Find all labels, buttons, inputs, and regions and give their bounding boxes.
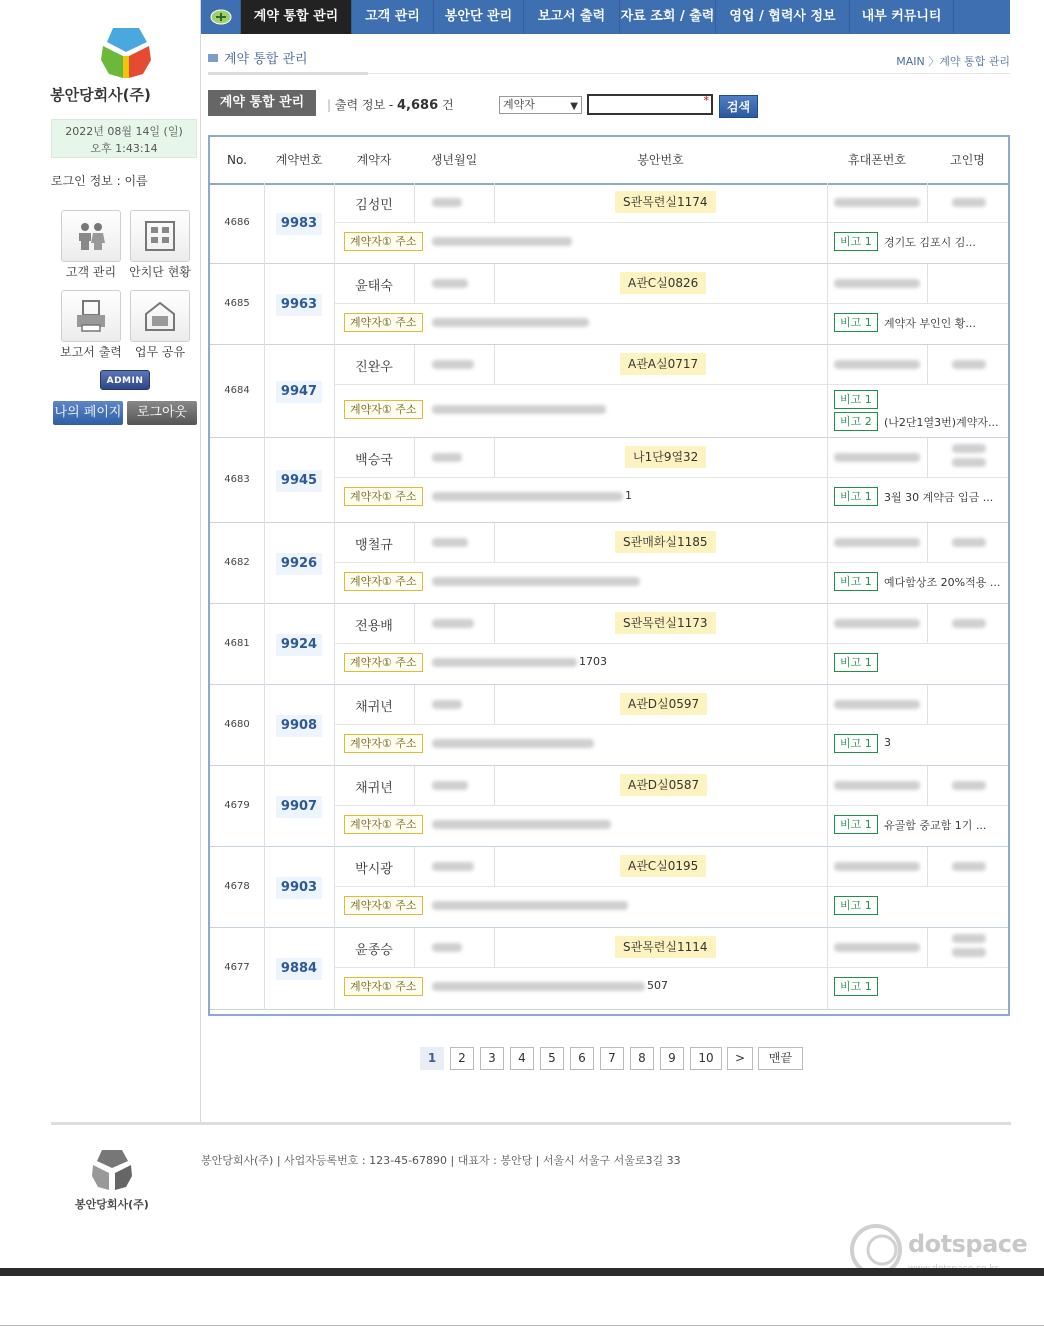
deceased-name-blurred: [952, 934, 986, 943]
col-divider: [414, 183, 415, 222]
page-button[interactable]: 3: [480, 1047, 504, 1070]
remark-text: 유골함 중교함 1기 ...: [884, 819, 987, 832]
table-row[interactable]: [210, 685, 1008, 766]
watermark-brand: dotspace: [908, 1230, 1028, 1258]
deceased-name-blurred: [952, 458, 986, 467]
col-divider: [827, 766, 828, 805]
row-inner-divider: [334, 724, 1008, 725]
row-no: 4679: [224, 799, 250, 811]
last-page-button[interactable]: 맨끝: [758, 1047, 803, 1070]
contract-number-link[interactable]: 9908: [276, 715, 322, 737]
header-bongan-no: 봉안번호: [637, 153, 684, 167]
address-tag: 계약자① 주소: [344, 896, 423, 915]
contractor-name[interactable]: 진완우: [355, 360, 393, 375]
address-blurred: [432, 237, 572, 246]
col-divider: [494, 604, 495, 643]
contractor-name[interactable]: 채귀년: [355, 781, 393, 796]
col-divider: [927, 685, 928, 724]
customer-icon: [73, 218, 109, 254]
deceased-name-blurred: [952, 781, 986, 790]
search-field-select[interactable]: [499, 96, 582, 114]
footer-company-name: 봉안당회사(주): [75, 1198, 149, 1211]
col-divider: [414, 847, 415, 886]
col-divider: [827, 928, 828, 967]
col-divider: [827, 384, 828, 438]
contract-number-link[interactable]: 9924: [276, 634, 322, 656]
col-divider: [927, 438, 928, 477]
remark-text: 예다함상조 20%적용 ...: [884, 576, 1001, 589]
share-home-icon: [142, 298, 178, 334]
page-button[interactable]: 7: [600, 1047, 624, 1070]
address-tag: 계약자① 주소: [344, 313, 423, 332]
row-no: 4680: [224, 718, 250, 730]
header-birthdate: 생년월일: [430, 153, 478, 167]
deceased-name-blurred: [952, 862, 986, 871]
row-inner-divider: [334, 967, 1008, 968]
title-bullet-icon: [208, 54, 218, 62]
bongan-number[interactable]: A관A실0717: [620, 353, 706, 375]
col-divider: [264, 345, 265, 438]
remark-badge[interactable]: 비고 1: [834, 977, 878, 996]
address-tag: 계약자① 주소: [344, 977, 423, 996]
contractor-name[interactable]: 윤종승: [355, 943, 393, 958]
col-divider: [494, 928, 495, 967]
remark-text: 3월 30 계약금 입금 ...: [884, 491, 994, 504]
header-mobile: 휴대폰번호: [848, 153, 906, 167]
datetime-box: [51, 119, 197, 158]
row-inner-divider: [334, 477, 1008, 478]
company-name: 봉안당회사(주): [50, 86, 151, 104]
current-date: 2022년 08월 14일 (일): [65, 125, 183, 138]
col-divider: [827, 886, 828, 928]
col-divider: [927, 766, 928, 805]
address-tag: 계약자① 주소: [344, 400, 423, 419]
col-divider: [827, 604, 828, 643]
remark-badge[interactable]: 비고 1: [834, 734, 878, 753]
col-divider: [927, 345, 928, 384]
col-divider: [927, 847, 928, 886]
bongan-number[interactable]: A관C실0826: [620, 272, 706, 294]
col-divider: [264, 928, 265, 1010]
row-inner-divider: [334, 805, 1008, 806]
taskbar: [0, 1268, 1044, 1276]
bongan-number[interactable]: A관D실0587: [620, 774, 707, 796]
birthdate-blurred: [432, 619, 474, 628]
deceased-name-blurred: [952, 538, 986, 547]
page-button[interactable]: 8: [630, 1047, 654, 1070]
mobile-blurred: [834, 360, 920, 369]
title-underline: [208, 72, 368, 75]
col-divider: [494, 847, 495, 886]
bottom-border: [0, 1325, 1044, 1326]
next-page-button[interactable]: >: [727, 1047, 753, 1070]
admin-button[interactable]: ADMIN: [100, 370, 150, 390]
col-divider: [827, 523, 828, 562]
page-button[interactable]: 10: [690, 1047, 722, 1070]
bongan-number[interactable]: S관목련실1174: [615, 191, 716, 213]
address-blurred: [432, 982, 645, 991]
remark-text: 경기도 김포시 김...: [884, 236, 976, 249]
birthdate-blurred: [432, 700, 462, 709]
deceased-name-blurred: [952, 948, 986, 957]
address-tag: 계약자① 주소: [344, 734, 423, 753]
work-share-quick-button[interactable]: [130, 290, 190, 342]
current-time: 오후 1:43:14: [90, 142, 158, 155]
col-divider: [827, 303, 828, 345]
address-tag: 계약자① 주소: [344, 487, 423, 506]
birthdate-blurred: [432, 943, 462, 952]
contractor-name[interactable]: 맹철규: [355, 538, 393, 553]
contract-number-link[interactable]: 9963: [276, 294, 322, 316]
row-no: 4678: [224, 880, 250, 892]
header-contract-no: 계약번호: [275, 153, 323, 167]
row-inner-divider: [334, 303, 1008, 304]
header-contractor: 계약자: [356, 153, 392, 167]
deceased-name-blurred: [952, 360, 986, 369]
col-divider: [827, 183, 828, 222]
col-divider: [414, 264, 415, 303]
row-no: 4684: [224, 384, 250, 396]
nav-item-data-query[interactable]: 자료 조회 / 출력: [620, 0, 716, 34]
table-row[interactable]: [210, 847, 1008, 928]
contract-table: [208, 135, 1010, 1016]
col-divider: [494, 345, 495, 384]
remark-badge[interactable]: 비고 1: [834, 487, 878, 506]
mobile-blurred: [834, 619, 920, 628]
deceased-name-blurred: [952, 444, 986, 453]
page-button[interactable]: 2: [450, 1047, 474, 1070]
col-divider: [827, 438, 828, 477]
customer-quick-button[interactable]: [61, 210, 121, 262]
row-no: 4682: [224, 556, 250, 568]
grid-icon: [142, 218, 178, 254]
birthdate-blurred: [432, 862, 474, 871]
col-divider: [494, 766, 495, 805]
deceased-name-blurred: [952, 619, 986, 628]
bongan-number[interactable]: A관D실0597: [620, 693, 707, 715]
birthdate-blurred: [432, 538, 468, 547]
mobile-blurred: [834, 453, 920, 462]
contract-number-link[interactable]: 9926: [276, 553, 322, 575]
table-row[interactable]: [210, 345, 1008, 438]
row-inner-divider: [334, 222, 1008, 223]
col-divider: [264, 847, 265, 928]
login-info: 로그인 정보 : 이름: [51, 174, 148, 188]
mobile-blurred: [834, 781, 920, 790]
remark-text: (나2단1열3번)계약자...: [884, 416, 999, 429]
row-inner-divider: [334, 643, 1008, 644]
contractor-name[interactable]: 백승국: [355, 453, 393, 468]
col-divider: [264, 264, 265, 345]
table-row[interactable]: [210, 604, 1008, 685]
table-row[interactable]: [210, 264, 1008, 345]
birthdate-blurred: [432, 453, 462, 462]
remark-badge[interactable]: 비고 1: [834, 313, 878, 332]
work-share-quick-label: 업무 공유: [134, 345, 186, 359]
col-divider: [264, 183, 265, 264]
contract-number-link[interactable]: 9903: [276, 877, 322, 899]
birthdate-blurred: [432, 279, 468, 288]
col-divider: [494, 685, 495, 724]
mobile-blurred: [834, 198, 920, 207]
bongan-number[interactable]: S관매화실1185: [615, 531, 716, 553]
contract-number-link[interactable]: 9945: [276, 470, 322, 492]
col-divider: [494, 523, 495, 562]
contract-number-link[interactable]: 9947: [276, 381, 322, 403]
row-no: 4681: [224, 637, 250, 649]
remark-badge[interactable]: 비고 1: [834, 896, 878, 915]
row-no: 4683: [224, 473, 250, 485]
mobile-blurred: [834, 538, 920, 547]
bongan-number[interactable]: A관C실0195: [620, 855, 706, 877]
customer-quick-label: 고객 관리: [65, 265, 117, 279]
address-blurred: [432, 492, 623, 501]
address-tail: 1: [625, 489, 632, 502]
breadcrumb[interactable]: MAIN 〉계약 통합 관리: [896, 55, 1010, 68]
col-divider: [927, 523, 928, 562]
col-divider: [264, 766, 265, 847]
nav-item-contract[interactable]: 계약 통합 관리: [241, 0, 352, 34]
nav-item-customer[interactable]: 고객 관리: [352, 0, 434, 34]
page-button[interactable]: 6: [570, 1047, 594, 1070]
mobile-blurred: [834, 943, 920, 952]
col-divider: [827, 264, 828, 303]
address-blurred: [432, 901, 628, 910]
top-navigation: [201, 0, 1010, 34]
remark-badge[interactable]: 비고 1: [834, 815, 878, 834]
footer-divider: [51, 1122, 1011, 1125]
address-blurred: [432, 577, 640, 586]
nav-item-niche[interactable]: 봉안단 관리: [434, 0, 524, 34]
contractor-name[interactable]: 박시광: [355, 862, 393, 877]
mobile-blurred: [834, 862, 920, 871]
address-blurred: [432, 820, 611, 829]
nav-item-sales-partner[interactable]: 영업 / 협력사 정보: [716, 0, 850, 34]
col-divider: [264, 523, 265, 604]
home-button[interactable]: [201, 0, 241, 34]
count-unit: 건: [438, 98, 454, 112]
nav-item-community[interactable]: 내부 커뮤니티: [850, 0, 954, 34]
bongan-number[interactable]: 나1단9열32: [625, 446, 706, 468]
mobile-blurred: [834, 700, 920, 709]
col-divider: [827, 685, 828, 724]
contractor-name[interactable]: 윤태숙: [355, 279, 393, 294]
search-button[interactable]: 검색: [719, 95, 758, 118]
col-divider: [414, 604, 415, 643]
page-title: [208, 48, 308, 67]
col-divider: [927, 928, 928, 967]
col-divider: [927, 604, 928, 643]
row-inner-divider: [334, 384, 1008, 385]
col-divider: [264, 685, 265, 766]
footer-logo: [90, 1148, 134, 1192]
chevron-down-icon: ▼: [570, 101, 578, 112]
address-tail: 507: [647, 979, 668, 992]
header-deceased: 고인명: [950, 153, 985, 167]
report-quick-button[interactable]: [61, 290, 121, 342]
remark-badge[interactable]: 비고 2: [834, 412, 878, 431]
table-row[interactable]: [210, 523, 1008, 604]
col-divider: [494, 183, 495, 222]
col-divider: [264, 438, 265, 523]
page-button[interactable]: 4: [510, 1047, 534, 1070]
count-label: 출력 정보 -: [334, 98, 398, 112]
col-divider: [264, 604, 265, 685]
col-divider: [414, 345, 415, 384]
address-tag: 계약자① 주소: [344, 572, 423, 591]
search-input[interactable]: [587, 94, 713, 115]
search-field-value: 계약자: [503, 98, 535, 111]
col-divider: [827, 345, 828, 384]
address-blurred: [432, 658, 577, 667]
remark-badge[interactable]: 비고 1: [834, 390, 878, 409]
row-no: 4686: [224, 216, 250, 228]
watermark: [848, 1222, 1038, 1274]
contractor-name[interactable]: 채귀년: [355, 700, 393, 715]
contract-number-link[interactable]: 9884: [276, 958, 322, 980]
remark-badge[interactable]: 비고 1: [834, 653, 878, 672]
logout-button[interactable]: 로그아웃: [127, 401, 197, 425]
table-header: [210, 137, 1008, 185]
col-divider: [827, 805, 828, 847]
table-row[interactable]: [210, 183, 1008, 264]
table-row[interactable]: [210, 438, 1008, 523]
nav-item-report[interactable]: 보고서 출력: [524, 0, 620, 34]
mobile-blurred: [834, 279, 920, 288]
table-row[interactable]: [210, 766, 1008, 847]
result-count: | 출력 정보 - 4,686 건: [327, 98, 454, 113]
contract-number-link[interactable]: 9907: [276, 796, 322, 818]
address-tag: 계약자① 주소: [344, 815, 423, 834]
address-tag: 계약자① 주소: [344, 653, 423, 672]
remark-text: 계약자 부인인 황...: [884, 317, 976, 330]
my-page-button[interactable]: 나의 페이지: [53, 401, 123, 425]
birthdate-blurred: [432, 360, 474, 369]
address-tag: 계약자① 주소: [344, 232, 423, 251]
col-divider: [494, 438, 495, 477]
col-divider: [927, 264, 928, 303]
row-inner-divider: [334, 886, 1008, 887]
col-divider: [827, 222, 828, 264]
col-divider: [927, 183, 928, 222]
page-button[interactable]: 1: [420, 1047, 444, 1070]
col-divider: [494, 264, 495, 303]
contractor-name[interactable]: 전용배: [355, 619, 393, 634]
sidebar: [0, 0, 201, 1122]
col-divider: [414, 438, 415, 477]
col-divider: [414, 766, 415, 805]
niche-status-quick-button[interactable]: [130, 210, 190, 262]
remark-badge[interactable]: 비고 1: [834, 232, 878, 251]
col-divider: [414, 685, 415, 724]
address-blurred: [432, 739, 594, 748]
col-divider: [827, 643, 828, 685]
niche-status-quick-label: 안치단 현황: [129, 265, 191, 279]
col-divider: [414, 928, 415, 967]
count-value: 4,686: [397, 98, 439, 113]
page-title-text: 계약 통합 관리: [224, 52, 308, 67]
address-blurred: [432, 318, 589, 327]
section-header: 계약 통합 관리: [208, 90, 316, 116]
company-logo[interactable]: [99, 26, 153, 80]
col-divider: [827, 724, 828, 766]
row-no: 4685: [224, 297, 250, 309]
col-divider: [827, 477, 828, 523]
footer-info: 봉안당회사(주) | 사업자등록번호 : 123-45-67890 | 대표자 : 봉안당 | 서울시 서울구 서울로3길 33: [201, 1154, 681, 1167]
address-tail: 1703: [579, 655, 607, 668]
printer-icon: [73, 298, 109, 334]
report-quick-label: 보고서 출력: [60, 345, 122, 359]
address-blurred: [432, 405, 606, 414]
remark-badge[interactable]: 비고 1: [834, 572, 878, 591]
header-no: No.: [227, 153, 247, 167]
home-icon: [210, 9, 232, 25]
col-divider: [827, 562, 828, 604]
birthdate-blurred: [432, 198, 462, 207]
bongan-number[interactable]: S관목련실1114: [615, 936, 716, 958]
required-mark: *: [703, 94, 709, 107]
bongan-number[interactable]: S관목련실1173: [615, 612, 716, 634]
table-row[interactable]: [210, 928, 1008, 1010]
remark-text: 3: [884, 736, 891, 749]
deceased-name-blurred: [952, 198, 986, 207]
page-button[interactable]: 5: [540, 1047, 564, 1070]
col-divider: [414, 523, 415, 562]
col-divider: [827, 847, 828, 886]
page-button[interactable]: 9: [660, 1047, 684, 1070]
contractor-name[interactable]: 김성민: [355, 198, 393, 213]
birthdate-blurred: [432, 781, 468, 790]
col-divider: [827, 967, 828, 1010]
row-inner-divider: [334, 562, 1008, 563]
contract-number-link[interactable]: 9983: [276, 213, 322, 235]
row-no: 4677: [224, 962, 250, 973]
